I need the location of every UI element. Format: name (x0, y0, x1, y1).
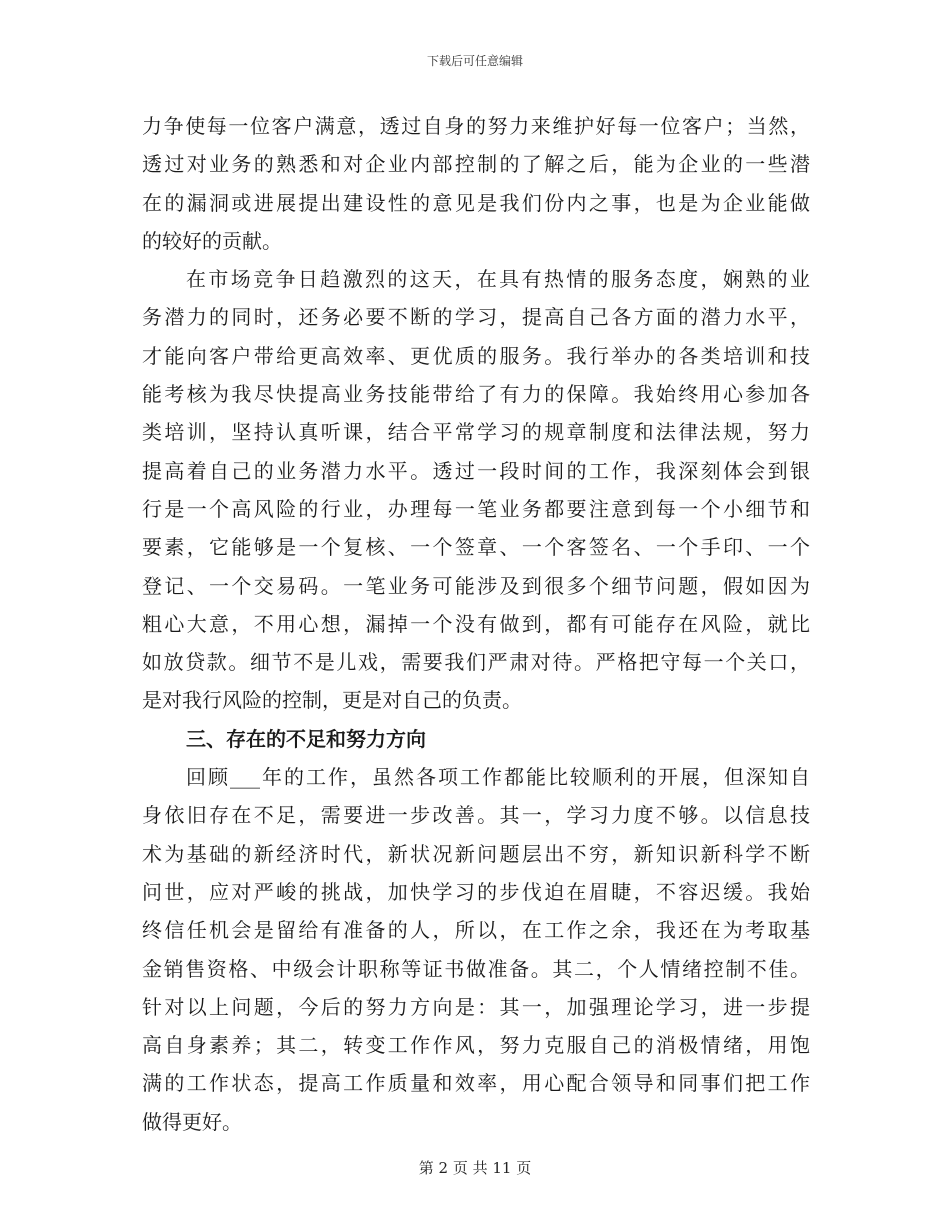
body-line: 类培训，坚持认真听课，结合平常学习的规章制度和法律法规，努力 (142, 420, 810, 445)
page-number: 第 2 页 共 11 页 (418, 1159, 532, 1177)
body-line: 针对以上问题，今后的努力方向是：其一，加强理论学习，进一步提 (142, 994, 810, 1019)
body-line: 能考核为我尽快提高业务技能带给了有力的保障。我始终用心参加各 (142, 382, 810, 407)
body-line: 满的工作状态，提高工作质量和效率，用心配合领导和同事们把工作 (142, 1071, 810, 1096)
body-line: 做得更好。 (142, 1109, 242, 1134)
body-line: 粗心大意，不用心想，漏掉一个没有做到，都有可能存在风险，就比 (142, 611, 810, 636)
body-line-paragraph-start: 回顾___年的工作，虽然各项工作都能比较顺利的开展，但深知自 (186, 765, 810, 790)
body-line: 金销售资格、中级会计职称等证书做准备。其二，个人情绪控制不佳。 (142, 956, 810, 981)
page-header-note: 下载后可任意编辑 (426, 54, 523, 68)
body-line-paragraph-start: 在市场竞争日趋激烈的这天，在具有热情的服务态度，娴熟的业 (186, 267, 810, 292)
body-line: 力争使每一位客户满意，透过自身的努力来维护好每一位客户；当然， (142, 114, 810, 138)
body-line: 的较好的贡献。 (142, 228, 282, 253)
body-line: 务潜力的同时，还务必要不断的学习，提高自己各方面的潜力水平， (142, 305, 810, 330)
body-line: 如放贷款。细节不是儿戏，需要我们严肃对待。严格把守每一个关口， (142, 650, 810, 675)
body-line: 要素，它能够是一个复核、一个签章、一个客签名、一个手印、一个 (142, 535, 810, 560)
body-line: 身依旧存在不足，需要进一步改善。其一，学习力度不够。以信息技 (142, 803, 810, 828)
body-line: 问世，应对严峻的挑战，加快学习的步伐迫在眉睫，不容迟缓。我始 (142, 879, 810, 904)
body-line: 登记、一个交易码。一笔业务可能涉及到很多个细节问题，假如因为 (142, 573, 810, 598)
body-line: 透过对业务的熟悉和对企业内部控制的了解之后，能为企业的一些潜 (142, 152, 810, 177)
body-line: 才能向客户带给更高效率、更优质的服务。我行举办的各类培训和技 (142, 343, 810, 368)
body-line: 高自身素养；其二，转变工作作风，努力克服自己的消极情绪，用饱 (142, 1033, 810, 1058)
section-heading: 三、存在的不足和努力方向 (186, 726, 426, 751)
document-body (142, 107, 810, 1141)
body-line: 是对我行风险的控制，更是对自己的负责。 (142, 688, 522, 713)
body-line: 提高着自己的业务潜力水平。透过一段时间的工作，我深刻体会到银 (142, 458, 810, 483)
body-line: 在的漏洞或进展提出建设性的意见是我们份内之事，也是为企业能做 (142, 190, 810, 215)
body-line: 终信任机会是留给有准备的人，所以，在工作之余，我还在为考取基 (142, 918, 810, 943)
body-line: 行是一个高风险的行业，办理每一笔业务都要注意到每一个小细节和 (142, 496, 810, 521)
body-line: 术为基础的新经济时代，新状况新问题层出不穷，新知识新科学不断 (142, 841, 810, 866)
